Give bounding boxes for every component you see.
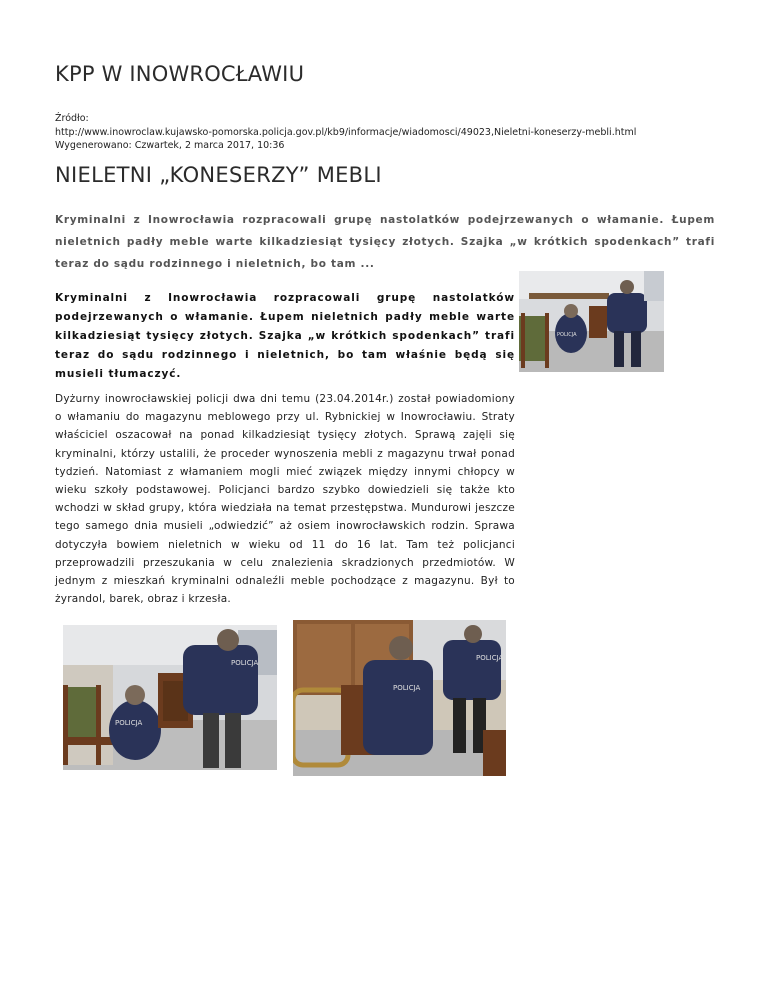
- article-photo-1: [519, 271, 664, 372]
- generated-timestamp: Wygenerowano: Czwartek, 2 marca 2017, 10:36: [55, 140, 285, 151]
- photo-2-jacket-text-back: POLICJA: [231, 659, 259, 667]
- photo-3-jacket-text-back: POLICJA: [476, 654, 504, 662]
- site-title: KPP W INOWROCŁAWIU: [55, 62, 305, 86]
- photo-1-illustration: [519, 271, 664, 372]
- source-meta: [55, 112, 636, 153]
- photo-3-jacket-text-front: POLICJA: [393, 684, 421, 692]
- photo-1-jacket-text: POLICJA: [557, 332, 577, 338]
- article-photo-2: [63, 625, 277, 770]
- photo-2-jacket-text-front: POLICJA: [115, 719, 143, 727]
- article-intro: Kryminalni z Inowrocławia rozpracowali grupę nastolatków podejrzewanych o włamanie. Łupem nieletnich padły meble warte kilkadziesiąt tysięcy złotych. Szajka „w krótkich spodenkach” trafi teraz do sądu rodzinnego i nieletnich, bo tam właśnie będą się musieli tłumaczyć.: [55, 292, 515, 380]
- article-title: NIELETNI „KONESERZY” MEBLI: [55, 163, 382, 187]
- source-label: Źródło:: [55, 113, 89, 124]
- article-body: Dyżurny inowrocławskiej policji dwa dni temu (23.04.2014r.) został powiadomiony o włamaniu do magazynu meblowego przy ul. Rybnickiej w Inowrocławiu. Straty właściciel oszacował na ponad kilkadziesiąt tysięcy złotych. Sprawą zajęli się kryminalni, którzy ustalili, że proceder wynoszenia mebli z magazynu trwał ponad tydzień. Natomiast z włamaniem mogli mieć związek między innymi chłopcy w wieku szkoły podstawowej. Policjanci bardzo szybko dowiedzieli się także kto wchodzi w skład grupy, która wiedziała na temat przestępstwa. Mundurowi jeszcze tego samego dnia musieli „odwiedzić” aż osiem inowrocławskich rodzin. Sprawa dotyczyła bowiem nieletnich w wieku od 11 do 16 lat. Tam też policjanci przeprowadzili przeszukania w celu znalezienia skradzionych przedmiotów. W jednym z mieszkań kryminalni odnaleźli meble pochodzące z magazynu. Był to żyrandol, barek, obraz i krzesła.: [55, 393, 515, 606]
- source-url: http://www.inowroclaw.kujawsko-pomorska.policja.gov.pl/kb9/informacje/wiadomosci/49023,Nieletni-koneserzy-mebli.html: [55, 126, 637, 138]
- article-photo-3: [293, 620, 506, 776]
- article-lead: Kryminalni z Inowrocławia rozpracowali grupę nastolatków podejrzewanych o włamanie. Łupem nieletnich padły meble warte kilkadziesiąt tysięcy złotych. Szajka „w krótkich spodenkach” trafi teraz do sądu rodzinnego i nieletnich, bo tam ...: [55, 214, 715, 270]
- photo-2-illustration: [63, 625, 277, 770]
- photo-3-illustration: [293, 620, 506, 776]
